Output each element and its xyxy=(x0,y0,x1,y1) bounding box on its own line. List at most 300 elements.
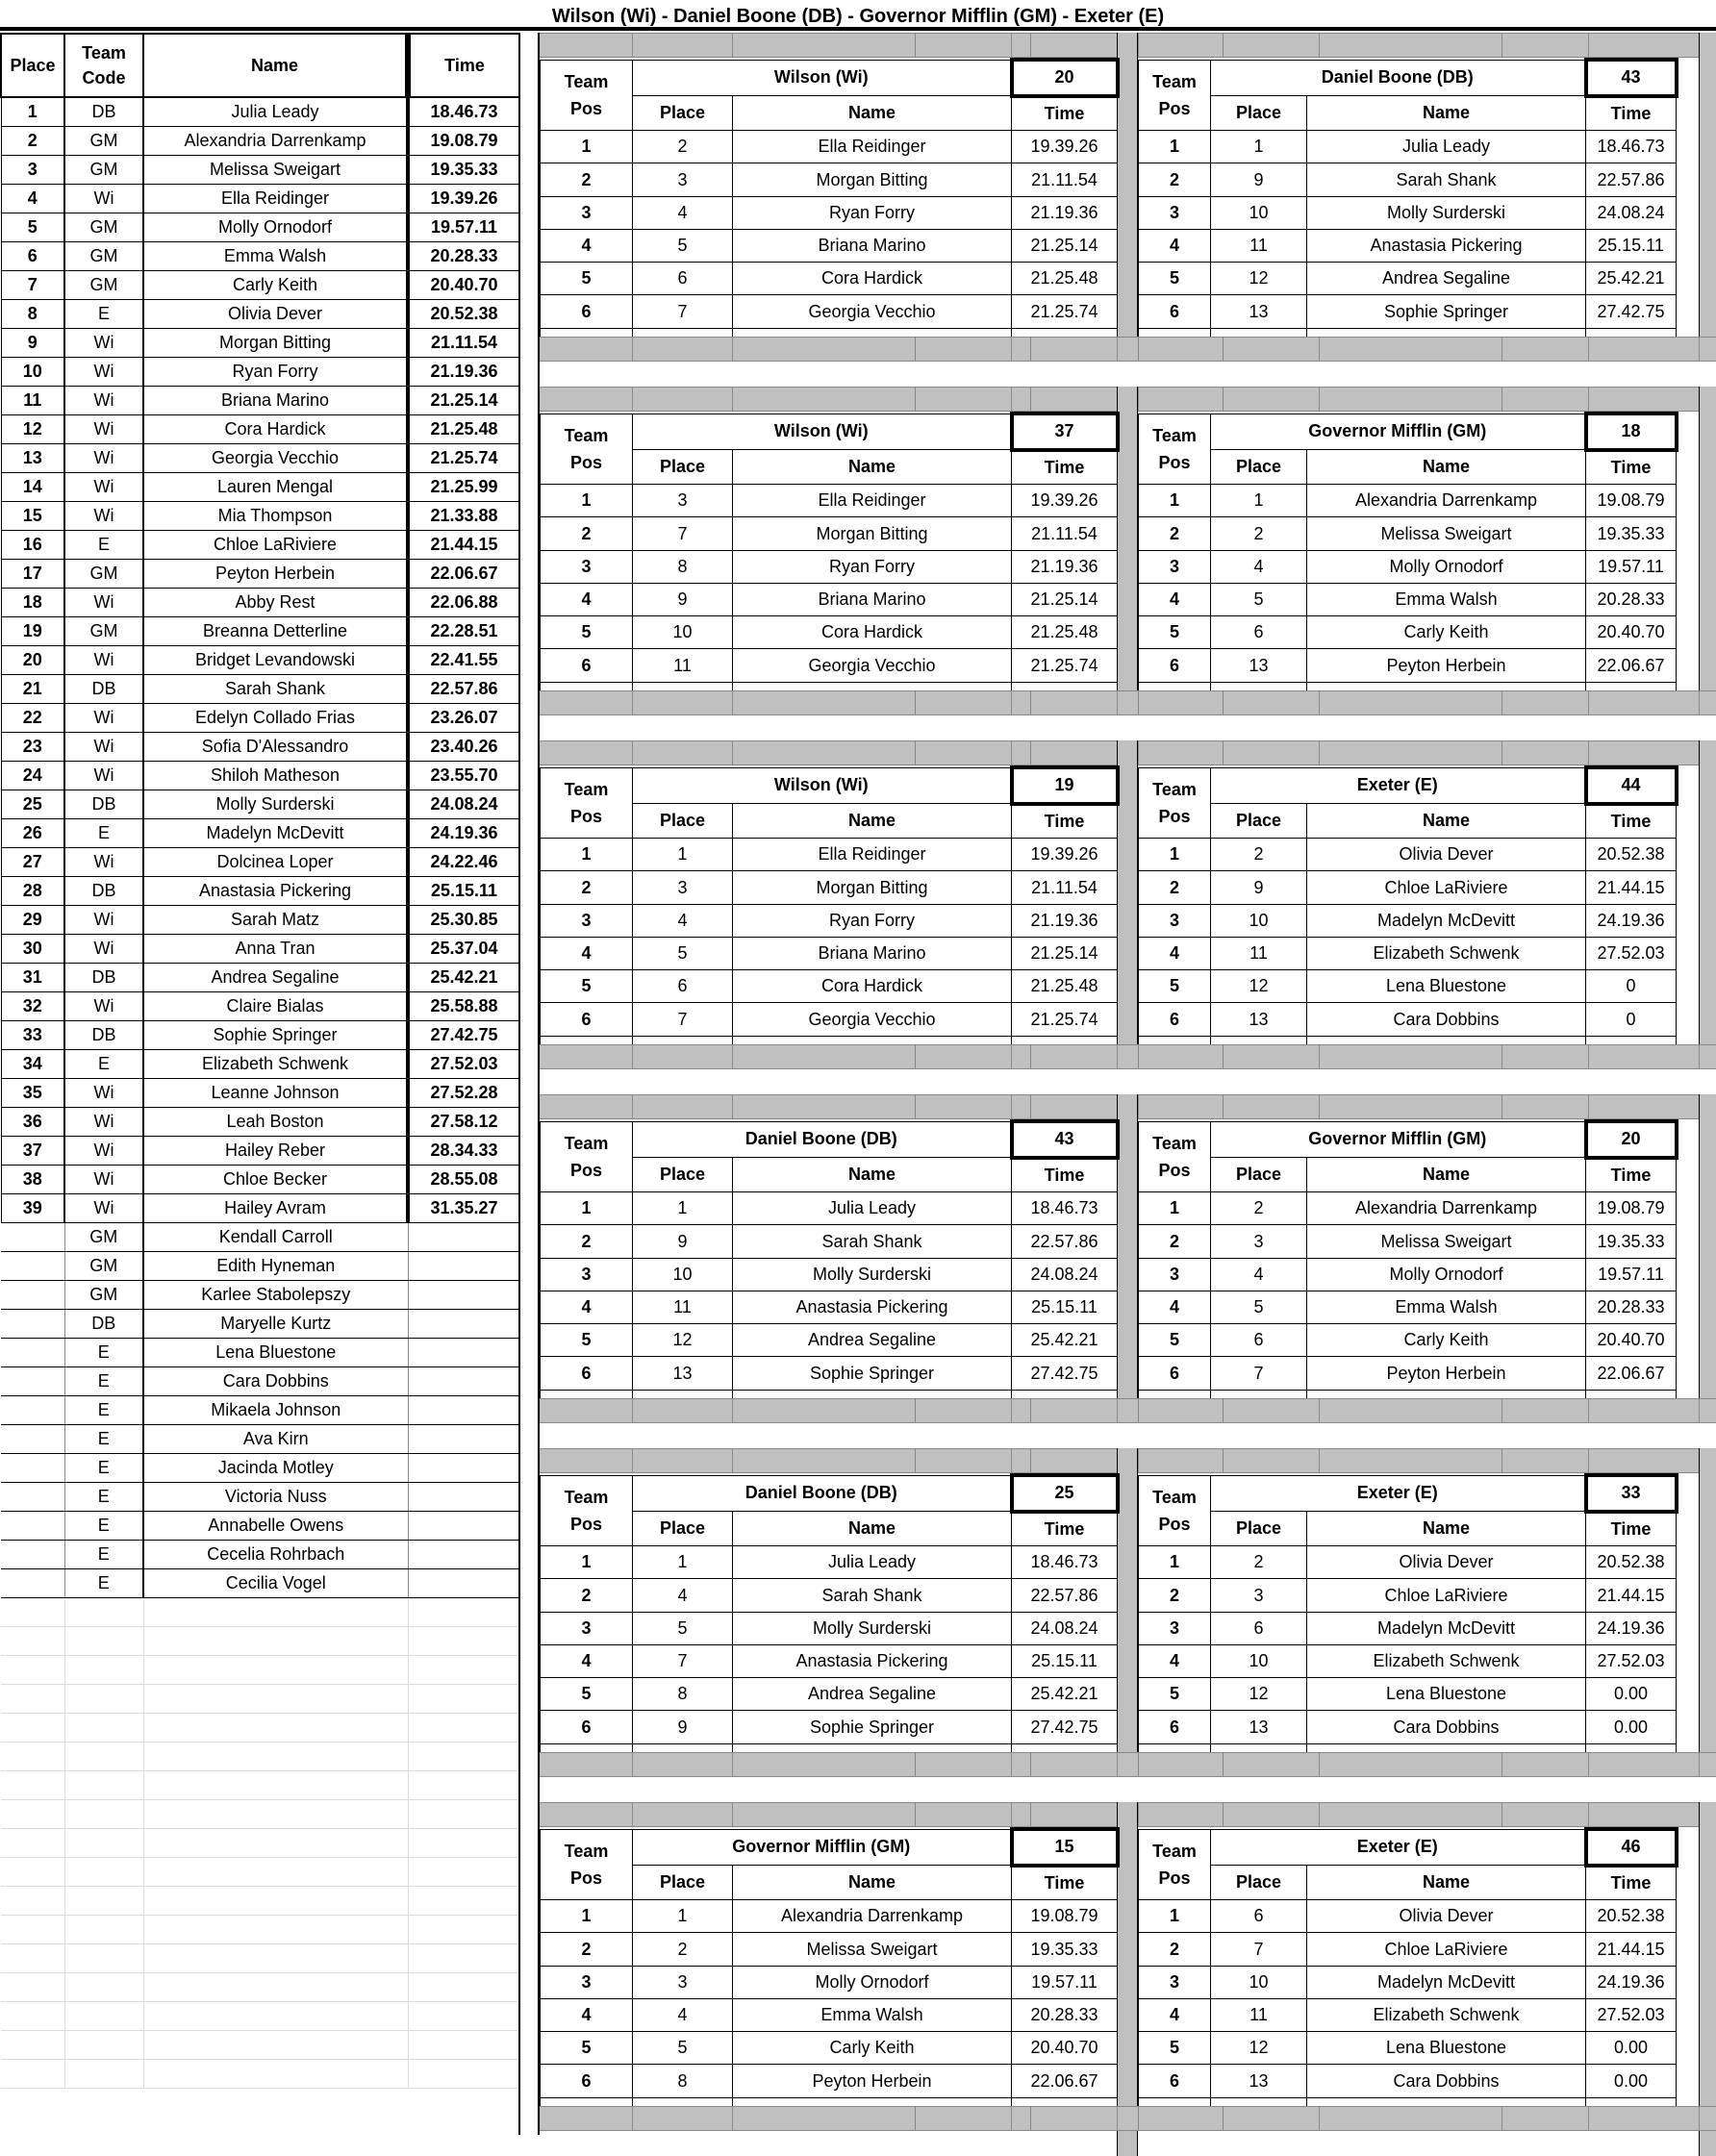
name-cell[interactable]: Elizabeth Schwenk xyxy=(1307,937,1586,969)
place-cell[interactable]: 14 xyxy=(1,473,64,502)
time-cell[interactable]: 21.19.36 xyxy=(1012,550,1118,583)
name-cell[interactable]: Cora Hardick xyxy=(733,970,1012,1003)
time-cell[interactable]: 19.57.11 xyxy=(1012,1966,1118,1998)
team-code-cell[interactable]: E xyxy=(64,1339,143,1367)
team-name[interactable]: Governor Mifflin (GM) xyxy=(633,1829,1012,1866)
time-cell[interactable]: 24.08.24 xyxy=(1012,1258,1118,1291)
empty-cell[interactable] xyxy=(408,1771,519,1800)
empty-cell[interactable] xyxy=(64,1714,143,1742)
team-code-cell[interactable]: E xyxy=(64,1425,143,1454)
place-cell[interactable]: 31 xyxy=(1,964,64,992)
team-pos-cell[interactable]: 4 xyxy=(541,1644,633,1677)
place-cell[interactable]: 8 xyxy=(633,1678,733,1711)
empty-cell[interactable] xyxy=(408,1829,519,1858)
place-cell[interactable]: 10 xyxy=(1,358,64,387)
place-cell[interactable]: 5 xyxy=(633,2032,733,2065)
place-cell[interactable]: 9 xyxy=(633,583,733,615)
time-cell[interactable]: 20.52.38 xyxy=(1586,1900,1677,1933)
name-header[interactable]: Name xyxy=(1307,1866,1586,1900)
empty-cell[interactable] xyxy=(143,1598,408,1627)
team-pos-cell[interactable]: 2 xyxy=(541,517,633,550)
name-cell[interactable]: Olivia Dever xyxy=(1307,1546,1586,1579)
name-header[interactable]: Name xyxy=(1307,450,1586,485)
team-code-cell[interactable]: GM xyxy=(64,213,143,242)
place-cell[interactable]: 22 xyxy=(1,704,64,733)
time-cell[interactable]: 21.25.48 xyxy=(1012,263,1118,295)
team-pos-cell[interactable]: 2 xyxy=(1139,1579,1211,1612)
name-cell[interactable]: Anastasia Pickering xyxy=(143,877,408,906)
time-cell[interactable]: 20.40.70 xyxy=(408,271,519,300)
time-cell[interactable]: 19.39.26 xyxy=(408,185,519,213)
time-header[interactable]: Time xyxy=(1586,96,1677,131)
team-code-cell[interactable]: Wi xyxy=(64,444,143,473)
empty-cell[interactable] xyxy=(143,1858,408,1887)
place-cell[interactable]: 1 xyxy=(1211,485,1307,517)
place-cell[interactable]: 3 xyxy=(633,485,733,517)
name-cell[interactable]: Ryan Forry xyxy=(733,196,1012,229)
team-code-cell[interactable]: Wi xyxy=(64,1108,143,1137)
name-cell[interactable]: Peyton Herbein xyxy=(1307,649,1586,682)
place-cell[interactable]: 12 xyxy=(1,415,64,444)
team-code-cell[interactable]: E xyxy=(64,1569,143,1598)
time-cell[interactable]: 20.28.33 xyxy=(1586,1291,1677,1323)
name-cell[interactable]: Andrea Segaline xyxy=(143,964,408,992)
team-code-cell[interactable]: Wi xyxy=(64,415,143,444)
name-cell[interactable]: Cora Hardick xyxy=(143,415,408,444)
name-cell[interactable]: Lena Bluestone xyxy=(1307,1678,1586,1711)
place-cell[interactable]: 2 xyxy=(1211,1192,1307,1225)
team-pos-cell[interactable]: 6 xyxy=(541,295,633,328)
name-cell[interactable]: Alexandria Darrenkamp xyxy=(143,127,408,156)
time-cell[interactable]: 31.35.27 xyxy=(408,1194,519,1223)
time-cell[interactable]: 18.46.73 xyxy=(1586,131,1677,163)
team-score[interactable]: 20 xyxy=(1586,1121,1677,1158)
time-cell[interactable]: 20.28.33 xyxy=(1012,1998,1118,2031)
name-cell[interactable]: Melissa Sweigart xyxy=(733,1933,1012,1966)
name-cell[interactable]: Emma Walsh xyxy=(143,242,408,271)
place-cell[interactable]: 5 xyxy=(1,213,64,242)
name-cell[interactable]: Cara Dobbins xyxy=(143,1367,408,1396)
team-pos-cell[interactable]: 1 xyxy=(1139,1546,1211,1579)
team-pos-cell[interactable]: 3 xyxy=(1139,196,1211,229)
time-cell[interactable]: 24.19.36 xyxy=(1586,1612,1677,1644)
time-cell[interactable]: 19.08.79 xyxy=(1012,1900,1118,1933)
place-cell[interactable]: 3 xyxy=(633,1966,733,1998)
time-cell[interactable] xyxy=(408,1310,519,1339)
name-cell[interactable]: Carly Keith xyxy=(143,271,408,300)
place-cell[interactable] xyxy=(1,1454,64,1483)
time-cell[interactable]: 19.35.33 xyxy=(1586,517,1677,550)
time-cell[interactable]: 27.42.75 xyxy=(408,1021,519,1050)
team-pos-cell[interactable]: 4 xyxy=(1139,937,1211,969)
team-code-cell[interactable]: Wi xyxy=(64,704,143,733)
time-cell[interactable]: 21.25.74 xyxy=(1012,295,1118,328)
empty-cell[interactable] xyxy=(64,1627,143,1656)
time-header[interactable]: Time xyxy=(1586,450,1677,485)
team-code-cell[interactable]: DB xyxy=(64,790,143,819)
place-cell[interactable]: 12 xyxy=(1211,263,1307,295)
empty-cell[interactable] xyxy=(408,1742,519,1771)
place-cell[interactable]: 15 xyxy=(1,502,64,531)
time-cell[interactable]: 0 xyxy=(1586,1003,1677,1036)
place-cell[interactable]: 13 xyxy=(1211,2065,1307,2097)
team-pos-cell[interactable]: 3 xyxy=(541,550,633,583)
place-cell[interactable]: 39 xyxy=(1,1194,64,1223)
place-cell[interactable] xyxy=(1,1310,64,1339)
place-cell[interactable]: 12 xyxy=(1211,1678,1307,1711)
empty-cell[interactable] xyxy=(143,2031,408,2060)
empty-cell[interactable] xyxy=(1,1829,64,1858)
place-cell[interactable]: 13 xyxy=(1211,649,1307,682)
empty-cell[interactable] xyxy=(1,1858,64,1887)
team-code-cell[interactable]: E xyxy=(64,1512,143,1541)
empty-cell[interactable] xyxy=(64,1685,143,1714)
team-pos-header[interactable] xyxy=(541,60,633,131)
team-code-cell[interactable]: E xyxy=(64,1454,143,1483)
time-cell[interactable]: 25.42.21 xyxy=(408,964,519,992)
place-header[interactable]: Place xyxy=(633,96,733,131)
empty-cell[interactable] xyxy=(143,1742,408,1771)
place-cell[interactable]: 5 xyxy=(633,229,733,262)
name-header[interactable]: Name xyxy=(733,450,1012,485)
team-code-cell[interactable]: E xyxy=(64,1396,143,1425)
time-cell[interactable]: 27.42.75 xyxy=(1586,295,1677,328)
empty-cell[interactable] xyxy=(64,1829,143,1858)
team-code-cell[interactable]: Wi xyxy=(64,992,143,1021)
empty-cell[interactable] xyxy=(1,1944,64,1973)
team-code-cell[interactable]: GM xyxy=(64,127,143,156)
name-cell[interactable]: Ryan Forry xyxy=(143,358,408,387)
team-pos-cell[interactable]: 1 xyxy=(1139,1900,1211,1933)
team-pos-cell[interactable]: 3 xyxy=(541,196,633,229)
team-code-cell[interactable]: Wi xyxy=(64,358,143,387)
place-cell[interactable]: 5 xyxy=(1211,1291,1307,1323)
team-pos-cell[interactable]: 2 xyxy=(541,1579,633,1612)
place-cell[interactable]: 3 xyxy=(1211,1225,1307,1258)
empty-cell[interactable] xyxy=(408,1627,519,1656)
name-cell[interactable]: Kendall Carroll xyxy=(143,1223,408,1252)
place-cell[interactable]: 2 xyxy=(1,127,64,156)
place-header[interactable]: Place xyxy=(1211,96,1307,131)
name-cell[interactable]: Alexandria Darrenkamp xyxy=(1307,1192,1586,1225)
name-cell[interactable]: Andrea Segaline xyxy=(733,1678,1012,1711)
time-cell[interactable]: 20.52.38 xyxy=(1586,839,1677,871)
place-cell[interactable] xyxy=(1,1396,64,1425)
team-code-cell[interactable]: E xyxy=(64,1483,143,1512)
team-code-cell[interactable]: Wi xyxy=(64,762,143,790)
time-cell[interactable]: 25.15.11 xyxy=(1012,1291,1118,1323)
place-cell[interactable]: 30 xyxy=(1,935,64,964)
time-cell[interactable]: 24.08.24 xyxy=(1012,1612,1118,1644)
team-name[interactable]: Governor Mifflin (GM) xyxy=(1211,414,1586,450)
empty-cell[interactable] xyxy=(64,2002,143,2031)
team-name[interactable]: Exeter (E) xyxy=(1211,767,1586,804)
name-cell[interactable]: Morgan Bitting xyxy=(733,163,1012,196)
time-cell[interactable]: 22.57.86 xyxy=(1586,163,1677,196)
time-cell[interactable]: 27.52.03 xyxy=(1586,1644,1677,1677)
place-cell[interactable]: 13 xyxy=(633,1357,733,1390)
name-cell[interactable]: Mikaela Johnson xyxy=(143,1396,408,1425)
place-cell[interactable]: 4 xyxy=(633,904,733,937)
time-cell[interactable]: 24.08.24 xyxy=(1586,196,1677,229)
name-cell[interactable]: Ella Reidinger xyxy=(733,839,1012,871)
empty-cell[interactable] xyxy=(143,1973,408,2002)
team-pos-cell[interactable]: 2 xyxy=(541,871,633,904)
team-code-cell[interactable]: E xyxy=(64,531,143,560)
time-cell[interactable]: 19.08.79 xyxy=(408,127,519,156)
team-score[interactable]: 25 xyxy=(1012,1475,1118,1512)
empty-cell[interactable] xyxy=(64,1916,143,1944)
time-cell[interactable]: 21.11.54 xyxy=(1012,871,1118,904)
empty-cell[interactable] xyxy=(408,2002,519,2031)
name-cell[interactable]: Sophie Springer xyxy=(733,1357,1012,1390)
place-cell[interactable]: 2 xyxy=(1211,1546,1307,1579)
place-cell[interactable] xyxy=(1,1569,64,1598)
name-cell[interactable]: Andrea Segaline xyxy=(733,1324,1012,1357)
time-cell[interactable]: 24.22.46 xyxy=(408,848,519,877)
time-cell[interactable]: 27.42.75 xyxy=(1012,1357,1118,1390)
time-cell[interactable]: 21.25.74 xyxy=(1012,1003,1118,1036)
team-pos-cell[interactable]: 1 xyxy=(541,485,633,517)
name-cell[interactable]: Olivia Dever xyxy=(143,300,408,329)
time-cell[interactable]: 22.06.88 xyxy=(408,589,519,617)
team-code-cell[interactable]: Wi xyxy=(64,387,143,415)
name-cell[interactable]: Bridget Levandowski xyxy=(143,646,408,675)
name-cell[interactable]: Ryan Forry xyxy=(733,550,1012,583)
name-cell[interactable]: Lena Bluestone xyxy=(1307,970,1586,1003)
place-cell[interactable]: 7 xyxy=(633,295,733,328)
place-cell[interactable]: 11 xyxy=(1211,937,1307,969)
team-score[interactable]: 44 xyxy=(1586,767,1677,804)
team-pos-cell[interactable]: 4 xyxy=(541,1291,633,1323)
name-header[interactable]: Name xyxy=(733,1158,1012,1192)
place-cell[interactable]: 20 xyxy=(1,646,64,675)
name-cell[interactable]: Molly Ornodorf xyxy=(1307,550,1586,583)
place-cell[interactable] xyxy=(1,1252,64,1281)
team-code-cell[interactable]: GM xyxy=(64,156,143,185)
team-pos-cell[interactable]: 2 xyxy=(541,163,633,196)
team-code-cell[interactable]: DB xyxy=(64,1310,143,1339)
name-header[interactable]: Name xyxy=(1307,804,1586,839)
name-cell[interactable]: Sofia D'Alessandro xyxy=(143,733,408,762)
team-code-cell[interactable]: Wi xyxy=(64,502,143,531)
team-score[interactable]: 43 xyxy=(1586,60,1677,96)
team-pos-cell[interactable]: 6 xyxy=(541,1357,633,1390)
name-cell[interactable]: Annabelle Owens xyxy=(143,1512,408,1541)
time-header[interactable]: Time xyxy=(408,34,519,97)
name-cell[interactable]: Molly Ornodorf xyxy=(143,213,408,242)
team-pos-header[interactable] xyxy=(1139,1121,1211,1192)
name-cell[interactable]: Breanna Detterline xyxy=(143,617,408,646)
name-cell[interactable]: Briana Marino xyxy=(733,583,1012,615)
name-cell[interactable]: Georgia Vecchio xyxy=(143,444,408,473)
team-pos-cell[interactable]: 3 xyxy=(1139,1966,1211,1998)
name-cell[interactable]: Sarah Shank xyxy=(733,1225,1012,1258)
place-cell[interactable]: 9 xyxy=(1211,871,1307,904)
place-cell[interactable]: 4 xyxy=(633,1579,733,1612)
place-cell[interactable]: 12 xyxy=(633,1324,733,1357)
time-cell[interactable]: 28.55.08 xyxy=(408,1166,519,1194)
place-cell[interactable]: 27 xyxy=(1,848,64,877)
team-code-cell[interactable]: Wi xyxy=(64,589,143,617)
name-header[interactable]: Name xyxy=(733,804,1012,839)
team-pos-cell[interactable]: 5 xyxy=(1139,263,1211,295)
time-header[interactable]: Time xyxy=(1012,450,1118,485)
time-cell[interactable]: 19.57.11 xyxy=(1586,1258,1677,1291)
place-cell[interactable]: 9 xyxy=(1211,163,1307,196)
name-cell[interactable]: Melissa Sweigart xyxy=(1307,1225,1586,1258)
time-cell[interactable]: 22.06.67 xyxy=(1012,2065,1118,2097)
time-cell[interactable]: 25.30.85 xyxy=(408,906,519,935)
name-cell[interactable]: Anastasia Pickering xyxy=(733,1291,1012,1323)
place-cell[interactable] xyxy=(1,1425,64,1454)
team-pos-cell[interactable]: 1 xyxy=(541,1546,633,1579)
time-cell[interactable]: 25.15.11 xyxy=(408,877,519,906)
team-code-cell[interactable]: E xyxy=(64,1541,143,1569)
time-cell[interactable] xyxy=(408,1396,519,1425)
empty-cell[interactable] xyxy=(143,1887,408,1916)
empty-cell[interactable] xyxy=(143,2002,408,2031)
team-pos-cell[interactable]: 1 xyxy=(541,1900,633,1933)
team-code-cell[interactable]: GM xyxy=(64,1223,143,1252)
name-cell[interactable]: Anastasia Pickering xyxy=(1307,229,1586,262)
time-cell[interactable]: 25.15.11 xyxy=(1586,229,1677,262)
team-pos-cell[interactable]: 1 xyxy=(541,839,633,871)
place-cell[interactable]: 17 xyxy=(1,560,64,589)
name-cell[interactable]: Briana Marino xyxy=(733,937,1012,969)
team-pos-cell[interactable]: 5 xyxy=(1139,970,1211,1003)
empty-cell[interactable] xyxy=(1,1887,64,1916)
team-pos-header[interactable] xyxy=(1139,60,1211,131)
name-cell[interactable]: Emma Walsh xyxy=(1307,1291,1586,1323)
name-cell[interactable]: Chloe Becker xyxy=(143,1166,408,1194)
time-cell[interactable]: 22.41.55 xyxy=(408,646,519,675)
time-cell[interactable] xyxy=(408,1541,519,1569)
place-cell[interactable]: 13 xyxy=(1211,1003,1307,1036)
empty-cell[interactable] xyxy=(1,1656,64,1685)
place-header[interactable]: Place xyxy=(1,34,64,97)
name-cell[interactable]: Madelyn McDevitt xyxy=(1307,1966,1586,1998)
name-cell[interactable]: Olivia Dever xyxy=(1307,1900,1586,1933)
team-pos-header[interactable] xyxy=(1139,1475,1211,1546)
team-pos-cell[interactable]: 4 xyxy=(541,229,633,262)
name-cell[interactable]: Peyton Herbein xyxy=(733,2065,1012,2097)
place-cell[interactable]: 6 xyxy=(1211,1900,1307,1933)
team-pos-header[interactable] xyxy=(1139,1829,1211,1900)
name-cell[interactable]: Sarah Matz xyxy=(143,906,408,935)
team-pos-cell[interactable]: 5 xyxy=(1139,616,1211,649)
team-code-cell[interactable]: Wi xyxy=(64,1166,143,1194)
time-cell[interactable]: 21.25.74 xyxy=(1012,649,1118,682)
name-cell[interactable]: Madelyn McDevitt xyxy=(1307,1612,1586,1644)
name-cell[interactable]: Georgia Vecchio xyxy=(733,649,1012,682)
time-cell[interactable]: 21.25.74 xyxy=(408,444,519,473)
place-cell[interactable]: 16 xyxy=(1,531,64,560)
name-cell[interactable]: Jacinda Motley xyxy=(143,1454,408,1483)
time-cell[interactable]: 25.58.88 xyxy=(408,992,519,1021)
name-cell[interactable]: Chloe LaRiviere xyxy=(1307,1933,1586,1966)
name-cell[interactable]: Sarah Shank xyxy=(143,675,408,704)
time-cell[interactable]: 27.52.03 xyxy=(1586,937,1677,969)
time-header[interactable]: Time xyxy=(1586,804,1677,839)
place-cell[interactable]: 35 xyxy=(1,1079,64,1108)
place-header[interactable]: Place xyxy=(633,1866,733,1900)
name-cell[interactable]: Madelyn McDevitt xyxy=(1307,904,1586,937)
time-cell[interactable]: 19.35.33 xyxy=(1012,1933,1118,1966)
time-cell[interactable]: 25.42.21 xyxy=(1012,1324,1118,1357)
name-cell[interactable]: Abby Rest xyxy=(143,589,408,617)
time-cell[interactable]: 23.26.07 xyxy=(408,704,519,733)
time-cell[interactable]: 20.40.70 xyxy=(1586,616,1677,649)
name-cell[interactable]: Claire Bialas xyxy=(143,992,408,1021)
team-code-cell[interactable]: Wi xyxy=(64,848,143,877)
time-cell[interactable]: 21.25.14 xyxy=(1012,937,1118,969)
name-cell[interactable]: Dolcinea Loper xyxy=(143,848,408,877)
place-cell[interactable]: 1 xyxy=(633,1192,733,1225)
name-cell[interactable]: Elizabeth Schwenk xyxy=(143,1050,408,1079)
empty-cell[interactable] xyxy=(64,2031,143,2060)
time-cell[interactable]: 20.28.33 xyxy=(408,242,519,271)
place-cell[interactable]: 6 xyxy=(1211,616,1307,649)
team-code-cell[interactable]: Wi xyxy=(64,646,143,675)
empty-cell[interactable] xyxy=(143,1916,408,1944)
empty-cell[interactable] xyxy=(408,1714,519,1742)
name-cell[interactable]: Hailey Reber xyxy=(143,1137,408,1166)
team-pos-cell[interactable]: 5 xyxy=(541,1678,633,1711)
time-cell[interactable]: 0 xyxy=(1586,970,1677,1003)
name-cell[interactable]: Elizabeth Schwenk xyxy=(1307,1644,1586,1677)
team-pos-cell[interactable]: 3 xyxy=(1139,550,1211,583)
name-cell[interactable]: Madelyn McDevitt xyxy=(143,819,408,848)
team-name[interactable]: Wilson (Wi) xyxy=(633,60,1012,96)
time-cell[interactable] xyxy=(408,1367,519,1396)
time-cell[interactable]: 21.25.14 xyxy=(408,387,519,415)
team-name[interactable]: Daniel Boone (DB) xyxy=(633,1475,1012,1512)
name-cell[interactable]: Cara Dobbins xyxy=(1307,2065,1586,2097)
team-pos-cell[interactable]: 1 xyxy=(1139,131,1211,163)
place-cell[interactable] xyxy=(1,1367,64,1396)
place-cell[interactable] xyxy=(1,1483,64,1512)
team-pos-cell[interactable]: 5 xyxy=(1139,1678,1211,1711)
team-pos-cell[interactable]: 3 xyxy=(1139,1612,1211,1644)
place-cell[interactable]: 5 xyxy=(633,1612,733,1644)
time-cell[interactable]: 19.39.26 xyxy=(1012,131,1118,163)
empty-cell[interactable] xyxy=(64,1858,143,1887)
place-cell[interactable]: 10 xyxy=(633,1258,733,1291)
name-cell[interactable]: Julia Leady xyxy=(733,1546,1012,1579)
place-cell[interactable]: 3 xyxy=(633,871,733,904)
name-cell[interactable]: Molly Surderski xyxy=(733,1258,1012,1291)
place-cell[interactable]: 7 xyxy=(633,1644,733,1677)
name-cell[interactable]: Cora Hardick xyxy=(733,263,1012,295)
time-cell[interactable]: 28.34.33 xyxy=(408,1137,519,1166)
name-header[interactable]: Name xyxy=(1307,1512,1586,1546)
place-cell[interactable]: 11 xyxy=(1,387,64,415)
team-code-cell[interactable]: Wi xyxy=(64,1194,143,1223)
name-cell[interactable]: Carly Keith xyxy=(1307,1324,1586,1357)
team-code-cell[interactable]: Wi xyxy=(64,185,143,213)
place-cell[interactable]: 19 xyxy=(1,617,64,646)
team-pos-cell[interactable]: 3 xyxy=(541,1966,633,1998)
time-cell[interactable]: 18.46.73 xyxy=(408,97,519,127)
name-cell[interactable]: Lena Bluestone xyxy=(1307,2032,1586,2065)
team-score[interactable]: 37 xyxy=(1012,414,1118,450)
name-cell[interactable]: Chloe LaRiviere xyxy=(1307,1579,1586,1612)
empty-cell[interactable] xyxy=(64,1944,143,1973)
place-header[interactable]: Place xyxy=(1211,804,1307,839)
name-cell[interactable]: Emma Walsh xyxy=(733,1998,1012,2031)
name-cell[interactable]: Carly Keith xyxy=(733,2032,1012,2065)
